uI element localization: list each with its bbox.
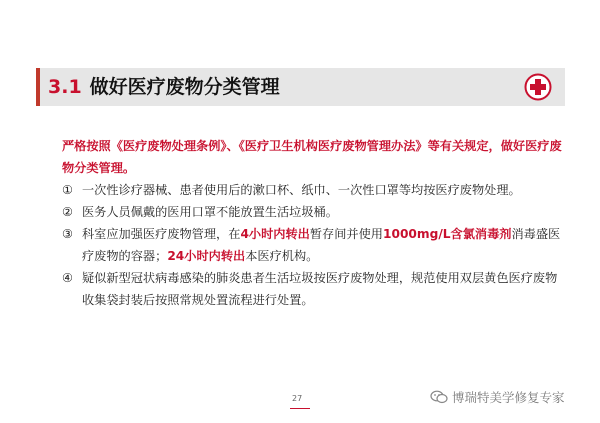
page-number-underline bbox=[290, 408, 310, 409]
highlight-4-hours: 4小时内转出 bbox=[240, 227, 310, 241]
title-label: 做好医疗废物分类管理 bbox=[89, 76, 280, 98]
item-text: 科室应加强医疗废物管理，在 bbox=[82, 227, 241, 241]
wechat-icon bbox=[430, 390, 448, 404]
list-item-2 bbox=[62, 201, 562, 223]
slide-content bbox=[62, 135, 562, 311]
item-text: 医务人员佩戴的医用口罩不能放置生活垃圾桶。 bbox=[82, 205, 338, 219]
item-text: 暂存间并使用 bbox=[309, 227, 383, 241]
highlight-24-hours: 24小时内转出 bbox=[167, 249, 246, 263]
item-number: ③ bbox=[62, 227, 73, 241]
title-accent-bar bbox=[36, 68, 40, 106]
intro-paragraph: 严格按照《医疗废物处理条例》、《医疗卫生机构医疗废物管理办法》等有关规定，做好医疗废物分类管理。 bbox=[62, 139, 562, 175]
list-item-3 bbox=[62, 223, 562, 267]
watermark bbox=[430, 388, 565, 406]
section-number: 3.1 bbox=[48, 76, 82, 98]
page-number: 27 bbox=[292, 394, 303, 403]
item-number: ① bbox=[62, 183, 73, 197]
red-cross-icon bbox=[524, 73, 552, 101]
item-number: ② bbox=[62, 205, 73, 219]
item-text: 本医疗机构。 bbox=[245, 249, 319, 263]
item-number: ④ bbox=[62, 271, 73, 285]
slide-title bbox=[48, 68, 280, 106]
list-item-4 bbox=[62, 267, 562, 311]
item-text: 疑似新型冠状病毒感染的肺炎患者生活垃圾按医疗废物处理，规范使用双层黄色医疗废物收集袋封装后按照常规处置流程进行处置。 bbox=[82, 271, 558, 307]
item-text: 消毒盛医疗废物的容器； bbox=[82, 227, 561, 263]
watermark-text: 博瑞特美学修复专家 bbox=[452, 390, 565, 405]
item-text: 一次性诊疗器械、患者使用后的漱口杯、纸巾、一次性口罩等均按医疗废物处理。 bbox=[82, 183, 521, 197]
list-item-1 bbox=[62, 179, 562, 201]
highlight-disinfectant: 1000mg/L含氯消毒剂 bbox=[382, 227, 512, 241]
